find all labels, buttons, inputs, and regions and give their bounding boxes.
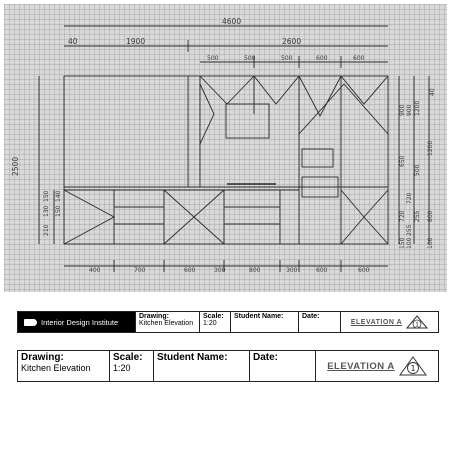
dim-left-3: 150 — [43, 190, 50, 202]
dim-bottom-7: 600 — [316, 267, 328, 274]
dim-right-far-1: 1200 — [427, 140, 434, 156]
dim-right-mid-1: 1200 — [414, 100, 421, 116]
date-label-large: Date: — [253, 352, 279, 363]
dim-right-mid-3: 800 — [427, 210, 434, 222]
dim-right-3: 720 — [399, 210, 406, 222]
date-label: Date: — [302, 313, 320, 320]
dim-right-outer-1: 40 — [429, 88, 436, 96]
dim-right-mid-4: 100 — [427, 237, 434, 249]
date-cell-large — [250, 351, 316, 381]
student-cell-large — [154, 351, 250, 381]
drawing-cell — [136, 312, 200, 332]
scale-cell-large — [110, 351, 154, 381]
dim-right-2: 650 — [399, 155, 406, 167]
dim-right-6: 150 — [399, 237, 406, 249]
drawing-value-large: Kitchen Elevation — [21, 363, 91, 373]
scale-label-large: Scale: — [113, 352, 143, 363]
title-block-large — [17, 350, 439, 382]
elevation-number-large: 1 — [410, 364, 416, 373]
dim-upper-5: 600 — [353, 55, 365, 62]
brand-name: Interior Design Institute — [41, 317, 119, 327]
drawing-cell-large — [18, 351, 110, 381]
dim-right-outer-2: 100 — [406, 237, 413, 249]
elevation-cell-large — [316, 351, 438, 381]
dim-right-mid-2: 500 — [414, 164, 421, 176]
dim-upper-1: 500 — [207, 55, 219, 62]
dim-left-total: 2500 — [11, 156, 20, 176]
dim-top-left: 1900 — [126, 37, 146, 46]
student-cell — [231, 312, 299, 332]
elevation-outline — [64, 76, 388, 244]
kitchen-elevation-sketch — [4, 4, 447, 292]
dim-bottom-3: 600 — [184, 267, 196, 274]
dim-left-5: 140 — [55, 190, 62, 202]
dim-bottom-6: 300 — [286, 267, 298, 274]
dim-left-4: 150 — [55, 205, 62, 217]
title-block-small — [17, 311, 439, 333]
dim-bottom-1: 400 — [89, 267, 101, 274]
dim-right-5: 255 — [414, 210, 421, 222]
student-label: Student Name: — [234, 313, 284, 320]
dim-left-1: 210 — [43, 224, 50, 236]
dim-right-4: 255 — [406, 224, 413, 236]
drawing-label: Drawing: — [139, 313, 169, 320]
microwave — [302, 149, 333, 167]
student-label-large: Student Name: — [157, 352, 228, 363]
elevation-label-large: ELEVATION A — [327, 360, 395, 372]
elevation-marker-icon-large — [399, 356, 427, 376]
scale-value-large: 1:20 — [113, 363, 131, 373]
drawing-value: Kitchen Elevation — [139, 320, 194, 327]
elevation-cell — [341, 312, 438, 332]
institute-logo-icon — [24, 319, 37, 326]
dim-right-far-3: 900 — [406, 104, 413, 116]
dim-bottom-2: 700 — [134, 267, 146, 274]
dim-bottom-4: 300 — [214, 267, 226, 274]
dim-upper-4: 600 — [316, 55, 328, 62]
dim-bottom-8: 600 — [358, 267, 370, 274]
elevation-drawing — [4, 4, 447, 292]
dim-right-far-2: 720 — [406, 192, 413, 204]
date-cell — [299, 312, 341, 332]
brand-cell — [18, 312, 136, 332]
elevation-marker-icon — [406, 315, 428, 329]
elevation-number: 1 — [415, 321, 420, 329]
dim-right-1: 900 — [399, 104, 406, 116]
dim-marker: 40 — [68, 37, 78, 46]
elevation-label: ELEVATION A — [350, 318, 403, 326]
dim-overall: 4600 — [222, 17, 242, 26]
rangehood — [226, 104, 269, 138]
drawing-label-large: Drawing: — [21, 352, 64, 363]
scale-value: 1:20 — [203, 320, 217, 327]
scale-cell — [200, 312, 231, 332]
dim-left-2: 130 — [43, 205, 50, 217]
dim-bottom-5: 800 — [249, 267, 261, 274]
dim-upper-3: 500 — [281, 55, 293, 62]
dim-top-right: 2600 — [282, 37, 302, 46]
scale-label: Scale: — [203, 313, 224, 320]
dim-upper-2: 500 — [244, 55, 256, 62]
